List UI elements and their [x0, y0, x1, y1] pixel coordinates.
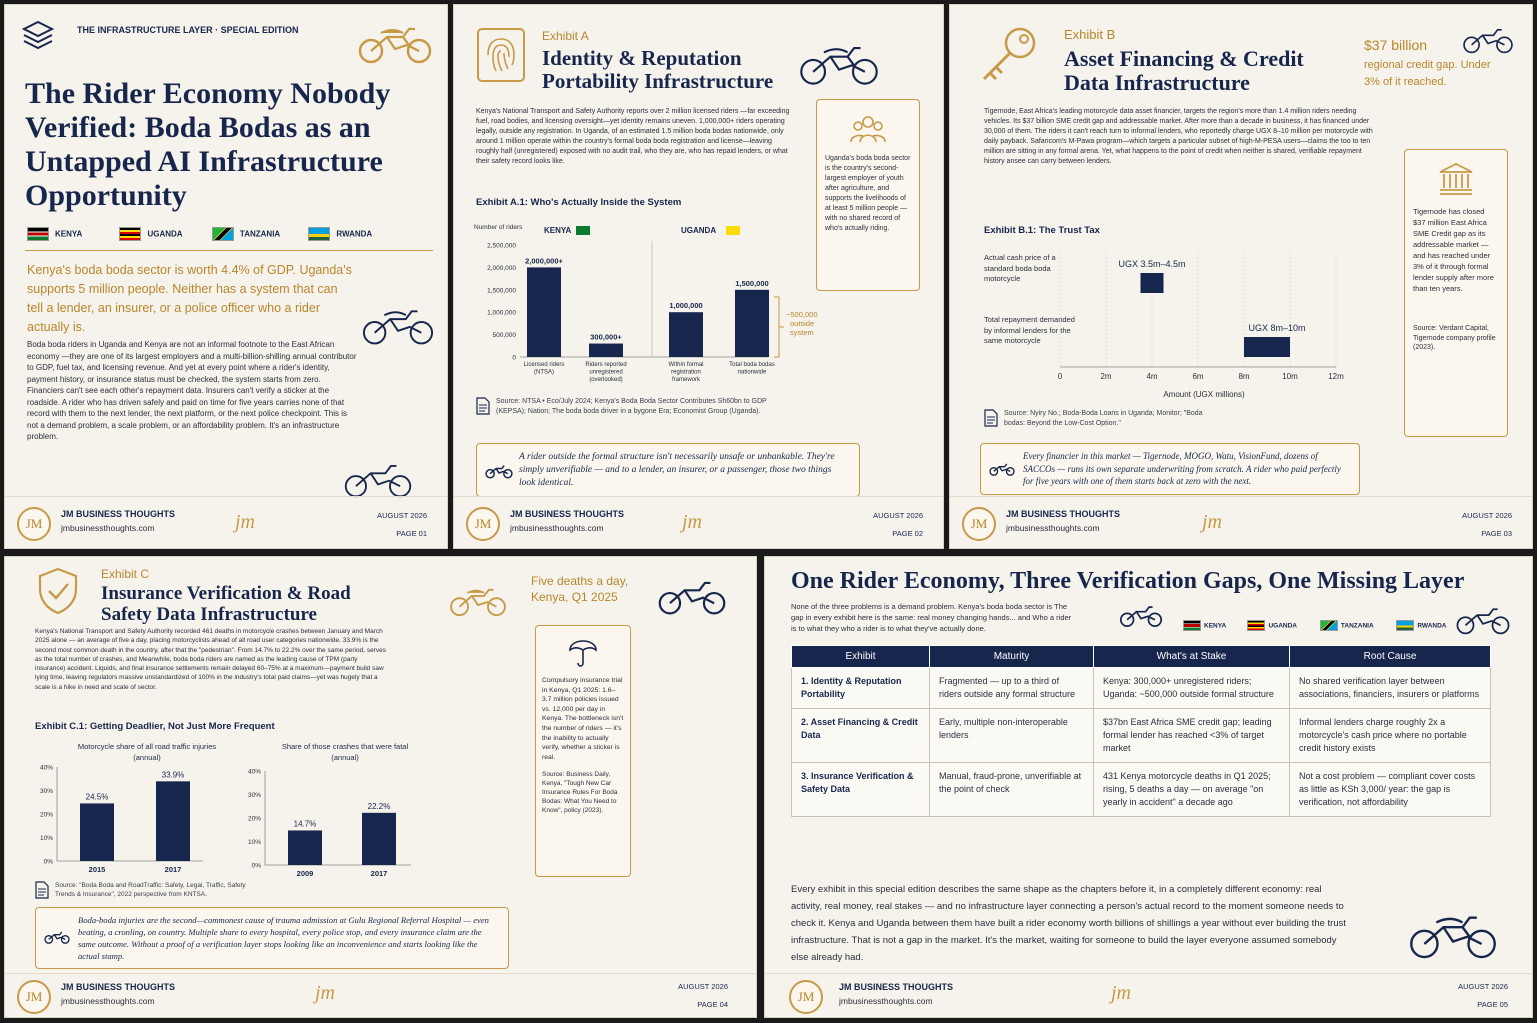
lede: Kenya's boda boda sector is worth 4.4% of GDP. Uganda's supports 5 million people. Neither has a system that can tell a lender, an insurer, or a police officer who a rider actually is. [27, 263, 352, 334]
page-number: PAGE 01 [396, 529, 427, 538]
y-tick-label: 0% [251, 862, 261, 870]
motorcycle-icon [1119, 599, 1163, 629]
column-header: Root Cause [1290, 646, 1491, 668]
quote-text: A rider outside the formal structure isn't necessarily unsafe or unbankable. They're simply unverifiable — and to a lender, an insurer, or a passenger, those two things look identical. [519, 452, 835, 488]
annotation: ~500,000 outside system [786, 310, 818, 337]
y-tick-label: 40% [247, 768, 261, 776]
y-tick-label: 0% [43, 858, 53, 866]
page-number: PAGE 02 [892, 529, 923, 538]
chart-a1 [468, 217, 838, 389]
sidebar-source: Source: Business Daily, Kenya, "Tough New Car Insurance Rules For Boda Bodas: What You Need to Know", policy (2023). [542, 771, 618, 815]
y-axis-label: Number of riders [474, 224, 523, 231]
bar [669, 312, 703, 357]
page-title: The Rider Economy Nobody Verified: Boda Bodas as an Untapped AI Infrastructure Opportunity [25, 77, 391, 212]
table-cell: No shared verification layer between associations, financiers, insurers or platforms [1290, 668, 1491, 709]
divider [25, 250, 433, 251]
footer [765, 973, 1532, 1017]
row-label: Actual cash price of a standard boda boda motorcycle [984, 253, 1056, 283]
brand-name: JM BUSINESS THOUGHTS [1006, 509, 1121, 519]
footer [950, 496, 1532, 548]
issue-date: AUGUST 2026 [678, 982, 728, 991]
table-cell: Kenya: 300,000+ unregistered riders; Uganda: ~500,000 outside formal structure [1094, 668, 1290, 709]
source-note: Source: Nyiry No.; Boda-Boda Loans in Uganda; Monitor; "Boda bodas: Beyond the Low-Cost Option." [1004, 410, 1203, 427]
x-tick-label: (overlooked) [589, 377, 623, 383]
rwanda-flag-icon [308, 227, 330, 241]
bar [156, 781, 190, 861]
tanzania-flag-icon [212, 227, 234, 241]
y-tick-label: 30% [39, 788, 53, 795]
bar [80, 803, 114, 861]
column-header: Maturity [930, 646, 1094, 668]
x-tick-label: registration [671, 369, 701, 376]
footer [454, 496, 943, 548]
summary-table [791, 645, 1491, 817]
pull-quote [476, 443, 860, 497]
tanzania-flag-icon [1320, 620, 1338, 631]
sidebar-text: Compulsory insurance trial in Kenya, Q1 2025: 1.6–3.7 million policies issued vs. 12,000 per day in Kenya. The bottleneck isn't the number of riders — it's the inability to actually verify, whether a sticker is real. [542, 677, 624, 761]
page-title: Insurance Verification & Road Safety Data Infrastructure [101, 583, 351, 625]
x-tick-label: unregistered [589, 369, 623, 376]
y-tick-label: 2,000,000 [487, 264, 516, 272]
x-tick-label: 12m [1328, 372, 1344, 381]
signature: jm [682, 511, 702, 533]
column-header: What's at Stake [1094, 646, 1290, 668]
x-tick-label: 2017 [370, 869, 388, 878]
x-tick-label: 2009 [296, 869, 314, 878]
page-number: PAGE 04 [697, 1000, 728, 1009]
seal-logo: JM [962, 507, 996, 541]
y-tick-label: 20% [39, 811, 53, 819]
source-note: Source: NTSA • Eco/July 2024; Kenya's Boda Boda Sector Contributes Sh60bn to GDP (KEPSA); Nation; The boda boda driver in a bygone Era; Economist Group (Uganda). [496, 398, 767, 415]
page-05 [764, 556, 1533, 1018]
data-label: 1,500,000 [735, 278, 769, 288]
page-title: Asset Financing & Credit Data Infrastructure [1064, 46, 1304, 95]
seal-logo: JM [466, 507, 500, 541]
group-label: UGANDA [681, 226, 717, 235]
signature: jm [1111, 982, 1131, 1004]
y-tick-label: 10% [247, 839, 261, 846]
closing-text: Every exhibit in this special edition describes the same shape as the chapters before it, in a completely different economy: real activity, real money, real stakes — and no infrastructure layer connecting a person's actual record to the moment someone needs to check it. Kenya and Uganda between them have built a rider economy worth billions of shillings a year without ever building the trust infrastructure. That is not a gap in the market. It's the market, waiting for someone to build the layer everyone assumed somebody else already had. [791, 884, 1347, 963]
table-row [792, 763, 1491, 817]
chart-b1 [1057, 245, 1360, 405]
sidebar-text: Uganda's boda boda sector is the country's second-largest employer of youth after agriculture, and supports the livelihoods of at least 5 million people — with no shared record of who's actually riding. [825, 155, 911, 232]
x-tick-label: (NTSA) [534, 369, 554, 376]
page-title: One Rider Economy, Three Verification Gaps, One Missing Layer [791, 568, 1465, 594]
y-tick-label: 20% [247, 815, 261, 823]
document-icon [476, 397, 490, 415]
x-tick-label: Licensed riders [523, 362, 565, 368]
motorcycle-icon [989, 458, 1015, 478]
brand-name: JM BUSINESS THOUGHTS [510, 509, 625, 519]
flag-label: KENYA [55, 229, 83, 239]
table-cell: $37bn East Africa SME credit gap; leading formal lender has reached <3% of target market [1094, 709, 1290, 763]
column-header: Exhibit [792, 646, 930, 668]
chart-subtitle: Motorcycle share of all road traffic injuries (annual) [77, 742, 217, 762]
flag-label: RWANDA [1417, 622, 1447, 630]
exhibit-label: Exhibit C [101, 567, 150, 581]
y-tick-label: 2,500,000 [487, 242, 516, 250]
document-icon [984, 409, 998, 427]
range-bar [1244, 337, 1290, 357]
sidebar [1404, 149, 1508, 437]
table-cell: 2. Asset Financing & Credit Data [792, 709, 930, 763]
country-flags [27, 225, 427, 243]
stat-headline: Five deaths a day, Kenya, Q1 2025 [531, 574, 629, 604]
table-header-row [792, 646, 1491, 668]
x-tick-label: 6m [1192, 372, 1204, 381]
x-tick-label: framework [671, 377, 701, 383]
uganda-flag-icon [726, 226, 740, 235]
page-03 [949, 4, 1533, 549]
motorcycle-icon [1453, 599, 1513, 637]
table-cell: Fragmented — up to a third of riders outside any formal structure [930, 668, 1094, 709]
site-link[interactable]: jmbusinessthoughts.com [61, 996, 155, 1006]
site-link[interactable]: jmbusinessthoughts.com [510, 523, 604, 533]
group-label: KENYA [544, 226, 572, 235]
site-link[interactable]: jmbusinessthoughts.com [61, 523, 155, 533]
footer [5, 496, 447, 548]
brand-name: JM BUSINESS THOUGHTS [839, 982, 954, 992]
data-label: 1,000,000 [669, 301, 703, 311]
issue-date: AUGUST 2026 [1462, 511, 1512, 520]
page-title: Identity & Reputation Portability Infrastructure [542, 46, 774, 93]
y-tick-label: 40% [39, 764, 53, 772]
y-tick-label: 0 [512, 354, 516, 362]
brand-name: JM BUSINESS THOUGHTS [61, 982, 176, 992]
x-tick-label: 0 [1057, 372, 1063, 381]
table-cell: 3. Insurance Verification & Safety Data [792, 763, 930, 817]
people-icon [850, 114, 886, 144]
table-row [792, 668, 1491, 709]
y-tick-label: 1,000,000 [487, 309, 516, 317]
page-02 [453, 4, 944, 549]
x-tick-label: nationwide [737, 369, 767, 376]
bracket [774, 297, 784, 357]
x-axis-label: Amount (UGX millions) [1163, 390, 1245, 399]
seal-logo: JM [17, 507, 51, 541]
sidebar [535, 625, 631, 877]
motorcycle-icon [798, 33, 880, 89]
source-note: Source: "Boda Boda and RoadTraffic: Safety, Legal, Traffic, Safety Trends & Insurance", 2022 perspective from KNTSA. [55, 882, 246, 898]
motorcycle-icon [343, 453, 413, 501]
pull-quote [35, 907, 509, 969]
data-label: 22.2% [367, 801, 391, 811]
body-text: Boda boda riders in Uganda and Kenya are not an informal footnote to the East African economy —they are one of its largest employers and a multi-billion-shilling annual contributor to GDP, fuel tax, and licensing revenue. And yet at every point where a rider's identity, payment history, or insurance status must be checked, the system starts from zero. Financiers can't see each other's repayment data. Insurers can't verify a sticker at the roadside. A rider who has driven safely and paid on time for five years carries none of that record with them to the next lender, the next platform, or the next police checkpoint. This is not a demand problem, a scale problem, or an affordability problem. It's an infrastructure problem. [27, 340, 357, 441]
stat-headline: $37 billion [1364, 37, 1428, 53]
seal-logo: JM [17, 980, 51, 1014]
table-cell: 1. Identity & Reputation Portability [792, 668, 930, 709]
table-cell: Informal lenders charge roughly 2x a motorcycle's cash price where no portable credit history exists [1290, 709, 1491, 763]
bar [288, 830, 322, 865]
flag-label: RWANDA [336, 229, 373, 239]
motorcycle-icon [447, 579, 509, 619]
intro-text: None of the three problems is a demand problem. Kenya's boda boda sector is The gap in every exhibit here is the same: real money changing hands... and Who a rider is to what they who a rider is to what they've actually done. [791, 602, 1072, 633]
y-tick-label: 1,500,000 [487, 287, 516, 295]
x-tick-label: Riders reported [585, 362, 627, 368]
range-bar [1141, 273, 1164, 293]
table-cell: Not a cost problem — compliant cover costs as little as KSh 3,000/ year: the gap is verification, not affordability [1290, 763, 1491, 817]
motorcycle-icon [1405, 901, 1501, 963]
country-flags [1183, 617, 1453, 635]
data-label: 300,000+ [590, 332, 622, 342]
uganda-flag-icon [1247, 620, 1265, 631]
flag-label: UGANDA [147, 229, 183, 239]
motorcycle-icon [44, 926, 70, 946]
umbrella-icon [568, 636, 598, 668]
y-tick-label: 10% [39, 835, 53, 842]
fingerprint-icon [476, 27, 526, 83]
row-label: Total repayment demanded by informal lenders for the same motorcycle [984, 315, 1075, 345]
site-link[interactable]: jmbusinessthoughts.com [839, 996, 933, 1006]
kenya-flag-icon [576, 226, 590, 235]
pull-quote [980, 443, 1360, 495]
footer [5, 973, 756, 1017]
flag-label: KENYA [1204, 622, 1227, 630]
data-label: UGX 8m–10m [1248, 323, 1306, 333]
x-tick-label: 2017 [164, 865, 182, 874]
exhibit-label: Exhibit A [542, 29, 589, 43]
bar [527, 267, 561, 357]
chart-title: Exhibit C.1: Getting Deadlier, Not Just More Frequent [35, 721, 275, 732]
motorcycle-icon [1462, 19, 1514, 57]
data-label: 24.5% [85, 792, 109, 802]
bar [589, 344, 623, 357]
data-label: UGX 3.5m–4.5m [1118, 259, 1186, 269]
sidebar-source: Source: Verdant Capital, Tigernode company profile (2023). [1413, 325, 1496, 351]
signature: jm [235, 511, 255, 533]
table-row [792, 709, 1491, 763]
document-icon [35, 881, 49, 899]
motorcycle-icon [485, 460, 513, 480]
stat-caption: regional credit gap. Under 3% of it reached. [1364, 59, 1491, 88]
rwanda-flag-icon [1396, 620, 1414, 631]
brand-name: JM BUSINESS THOUGHTS [61, 509, 176, 519]
site-link[interactable]: jmbusinessthoughts.com [1006, 523, 1100, 533]
motorcycle-icon [657, 569, 727, 619]
flag-label: TANZANIA [1340, 622, 1374, 630]
x-tick-label: 2015 [88, 865, 106, 874]
bank-icon [1438, 162, 1474, 196]
chart-c1b [241, 761, 421, 885]
flag-label: TANZANIA [239, 229, 281, 239]
x-tick-label: 8m [1238, 372, 1250, 381]
page-04 [4, 556, 757, 1018]
kenya-flag-icon [1183, 620, 1201, 631]
kenya-flag-icon [27, 227, 49, 241]
page-number: PAGE 03 [1481, 529, 1512, 538]
shield-check-icon [37, 567, 79, 615]
kicker: THE INFRASTRUCTURE LAYER · SPECIAL EDITION [77, 25, 299, 35]
flag-label: UGANDA [1268, 622, 1297, 630]
signature: jm [315, 982, 335, 1004]
sidebar-text: Tigernode has closed $37 million East Africa SME Credit gap as its addressable market — and has reached under 3% of it through formal lender supply after more than ten years. [1413, 207, 1494, 293]
y-tick-label: 30% [247, 792, 261, 799]
chart-c1a [33, 761, 213, 881]
seal-logo: JM [789, 980, 823, 1014]
chart-title: Exhibit B.1: The Trust Tax [984, 225, 1100, 236]
quote-text: Every financier in this market — Tigernode, MOGO, Watu, VisionFund, dozens of SACCOs — runs its own separate underwriting from scratch. A rider who paid perfectly for five years with one of them starts back at zero with the next. [1023, 451, 1341, 486]
y-tick-label: 500,000 [492, 332, 516, 340]
page-01 [4, 4, 448, 549]
data-label: 2,000,000+ [525, 256, 563, 266]
signature: jm [1202, 511, 1222, 533]
x-tick-label: Total boda bodas [729, 362, 775, 368]
x-tick-label: 4m [1146, 372, 1158, 381]
motorcycle-icon [361, 297, 435, 349]
bar [362, 813, 396, 865]
issue-date: AUGUST 2026 [1458, 982, 1508, 991]
motorcycle-icon [357, 15, 433, 67]
bar [735, 290, 769, 357]
x-tick-label: 2m [1100, 372, 1112, 381]
table-cell: Manual, fraud-prone, unverifiable at the point of check [930, 763, 1094, 817]
chart-subtitle: Share of those crashes that were fatal (annual) [281, 742, 409, 762]
table-cell: Early, multiple non-interoperable lenders [930, 709, 1094, 763]
chart-title: Exhibit A.1: Who's Actually Inside the System [476, 197, 682, 208]
x-tick-label: 10m [1282, 372, 1298, 381]
page-number: PAGE 05 [1477, 1000, 1508, 1009]
body-text: Kenya's National Transport and Safety Authority recorded 461 deaths in motorcycle crashes between January and March 2025 alone — an average of five a day, placing motorcyclists ahead of all road user categories nationwide. 33.9% is the second most common death in the country, after that the "pedestrian". From 14.7% to 22.2% over the same period, serves as the total number of crashes, and Meanwhile, boda boda riders are named as the leading cause of TPM (party insurance) accident. Liquids, and final insurance settlements remain delayed 60–75% at a maximum—payment build saw lying time, leaving regulators massive unstandardized of 100% in the industry's total paid claims—yet was hugely that a scale is a hike in need and scale of sector. [35, 628, 386, 691]
layers-icon [21, 19, 55, 53]
uganda-flag-icon [119, 227, 141, 241]
table-cell: 431 Kenya motorcycle deaths in Q1 2025; rising, 5 deaths a day — on average "on yearly in accident" a decade ago [1094, 763, 1290, 817]
quote-text: Boda-boda injuries are the second—commonest cause of trauma admission at Gulu Regional Referral Hospital — even beating, a cronling, on country. Multiple share to every hospital, every police stop, and every insurance claim are the same outcome. Without a proof of a verification layer stops looking like an inconvenience and starts looking like the actual stamp. [78, 915, 489, 961]
body-text: Kenya's National Transport and Safety Authority reports over 2 million licensed riders —far exceeding fuel, road bodies, and licensing oversight—yet identity remains uneven. 1,000,000+ riders operating legally, outside any registration. In Uganda, of an estimated 1.5 million boda bodas nationwide, only around 1 million operate within the country's formal boda boda registration and license—leaving roughly half (unregistered) exposed with no audit trail, who they are, who has repaid lenders, or what their safety record looks like. [476, 108, 790, 165]
data-label: 33.9% [161, 770, 185, 780]
x-tick-label: Within formal [668, 362, 704, 368]
issue-date: AUGUST 2026 [377, 511, 427, 520]
body-text: Tigernode, East Africa's leading motorcycle data asset financier, targets the region's more than 1.4 million riders needing vehicles. Its $37 billion SME credit gap and addressable market. After more than a decade in business, it has financed under 30,000 of them. The riders it can't reach turn to informal lenders, who reportedly charge UGX 8–10 million per motorcycle with daily payback. Safaricom's M-Pawa program—which targets a particular subset of high-M-PESA users—claims the too to ten million are sitting in any formal arena. Yet, what happens to the point of credit when neither is shared, verifiable repayment history ansee can carry between lenders. [984, 108, 1373, 165]
exhibit-label: Exhibit B [1064, 27, 1116, 42]
data-label: 14.7% [293, 819, 317, 829]
issue-date: AUGUST 2026 [873, 511, 923, 520]
key-icon [978, 23, 1040, 85]
